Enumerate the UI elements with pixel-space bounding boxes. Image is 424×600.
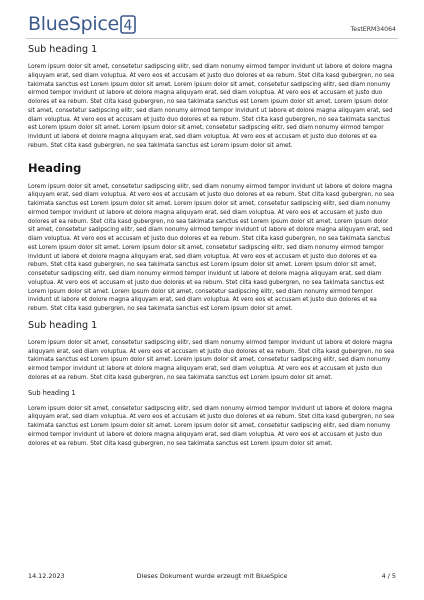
- document-id: TestERM34064: [350, 26, 396, 33]
- section-paragraph: Lorem ipsum dolor sit amet, consetetur sadipscing elitr, sed diam nonumy eirmod tempor invidunt ut labore et dolore magna aliquyam erat, sed diam voluptua. At vero eos et accusam et justo duo dolores et ea rebum. Stet clita kasd gubergren, no sea takimata sanctus est Lorem ipsum dolor sit amet. Lorem ipsum dolor sit amet, consetetur sadipscing elitr, sed diam nonumy eirmod tempor invidunt ut labore et dolore magna aliquyam erat, sed diam voluptua. At vero eos et accusam et justo duo dolores et ea rebum. Stet clita kasd gubergren, no sea takimata sanctus est Lorem ipsum dolor sit amet.: [28, 405, 395, 447]
- logo-mark-icon: [120, 15, 136, 34]
- page-number: 4 / 5: [381, 572, 396, 580]
- section-heading: Sub heading 1: [28, 44, 98, 55]
- page-content: [28, 40, 396, 454]
- section-heading: Sub heading 1: [28, 319, 98, 331]
- page-header: [26, 8, 398, 39]
- section-heading: Sub heading 1: [28, 388, 76, 397]
- page-footer: [26, 572, 398, 584]
- logo-mark-digit: 4: [123, 18, 133, 34]
- section-paragraph: Lorem ipsum dolor sit amet, consetetur sadipscing elitr, sed diam nonumy eirmod tempor invidunt ut labore et dolore magna aliquyam erat, sed diam voluptua. At vero eos et accusam et justo duo dolores et ea rebum. Stet clita kasd gubergren, no sea takimata sanctus est Lorem ipsum dolor sit amet. Lorem ipsum dolor sit amet, consetetur sadipscing elitr, sed diam nonumy eirmod tempor invidunt ut labore et dolore magna aliquyam erat, sed diam voluptua. At vero eos et accusam et justo duo dolores et ea rebum. Stet clita kasd gubergren, no sea takimata sanctus est Lorem ipsum dolor sit amet.: [28, 339, 395, 381]
- section-heading: Heading: [28, 160, 82, 175]
- logo-text: BlueSpice: [28, 13, 119, 35]
- footer-generated-note: Dieses Dokument wurde erzeugt mit BlueSpice: [136, 572, 288, 580]
- section-paragraph: Lorem ipsum dolor sit amet, consetetur sadipscing elitr, sed diam nonumy eirmod tempor invidunt ut labore et dolore magna aliquyam erat, sed diam voluptua. At vero eos et accusam et justo duo dolores et ea rebum. Stet clita kasd gubergren, no sea takimata sanctus est Lorem ipsum dolor sit amet. Lorem ipsum dolor sit amet, consetetur sadipscing elitr, sed diam nonumy eirmod tempor invidunt ut labore et dolore magna aliquyam erat, sed diam voluptua. At vero eos et accusam et justo duo dolores et ea rebum. Stet clita kasd gubergren, no sea takimata sanctus est Lorem ipsum dolor sit amet. Lorem ipsum dolor sit amet, consetetur sadipscing elitr, sed diam nonumy eirmod tempor invidunt ut labore et dolore magna aliquyam erat, sed diam voluptua. At vero eos et accusam et justo duo dolores et ea rebum. Stet clita kasd gubergren, no sea takimata sanctus est Lorem ipsum dolor sit amet. Lorem ipsum dolor sit amet, consetetur sadipscing elitr, sed diam nonumy eirmod tempor invidunt ut labore et dolore magna aliquyam erat, sed diam voluptua. At vero eos et accusam et justo duo dolores et ea rebum. Stet clita kasd gubergren, no sea takimata sanctus est Lorem ipsum dolor sit amet. Lorem ipsum dolor sit amet, consetetur sadipscing elitr, sed diam nonumy eirmod tempor invidunt ut labore et dolore magna aliquyam erat, sed diam voluptua. At vero eos et accusam et justo duo dolores et ea rebum. Stet clita kasd gubergren, no sea takimata sanctus est Lorem ipsum dolor sit amet. Lorem ipsum dolor sit amet, consetetur sadipscing elitr, sed diam nonumy eirmod tempor invidunt ut labore et dolore magna aliquyam erat, sed diam voluptua. At vero eos et accusam et justo duo dolores et ea rebum. Stet clita kasd gubergren, no sea takimata sanctus est Lorem ipsum dolor sit amet.: [28, 183, 395, 312]
- bluespice-logo: [28, 10, 136, 34]
- section-paragraph: Lorem ipsum dolor sit amet, consetetur sadipscing elitr, sed diam nonumy eirmod tempor invidunt ut labore et dolore magna aliquyam erat, sed diam voluptua. At vero eos et accusam et justo duo dolores et ea rebum. Stet clita kasd gubergren, no sea takimata sanctus est Lorem ipsum dolor sit amet. Lorem ipsum dolor sit amet, consetetur sadipscing elitr, sed diam nonumy eirmod tempor invidunt ut labore et dolore magna aliquyam erat, sed diam voluptua. At vero eos et accusam et justo duo dolores et ea rebum. Stet clita kasd gubergren, no sea takimata sanctus est Lorem ipsum dolor sit amet. Lorem ipsum dolor sit amet, consetetur sadipscing elitr, sed diam nonumy eirmod tempor invidunt ut labore et dolore magna aliquyam erat, sed diam voluptua. At vero eos et accusam et justo duo dolores et ea rebum. Stet clita kasd gubergren, no sea takimata sanctus est Lorem ipsum dolor sit amet. Lorem ipsum dolor sit amet, consetetur sadipscing elitr, sed diam nonumy eirmod tempor invidunt ut labore et dolore magna aliquyam erat, sed diam voluptua. At vero eos et accusam et justo duo dolores et ea rebum. Stet clita kasd gubergren, no sea takimata sanctus est Lorem ipsum dolor sit amet.: [28, 64, 395, 149]
- footer-date: 14.12.2023: [28, 572, 65, 580]
